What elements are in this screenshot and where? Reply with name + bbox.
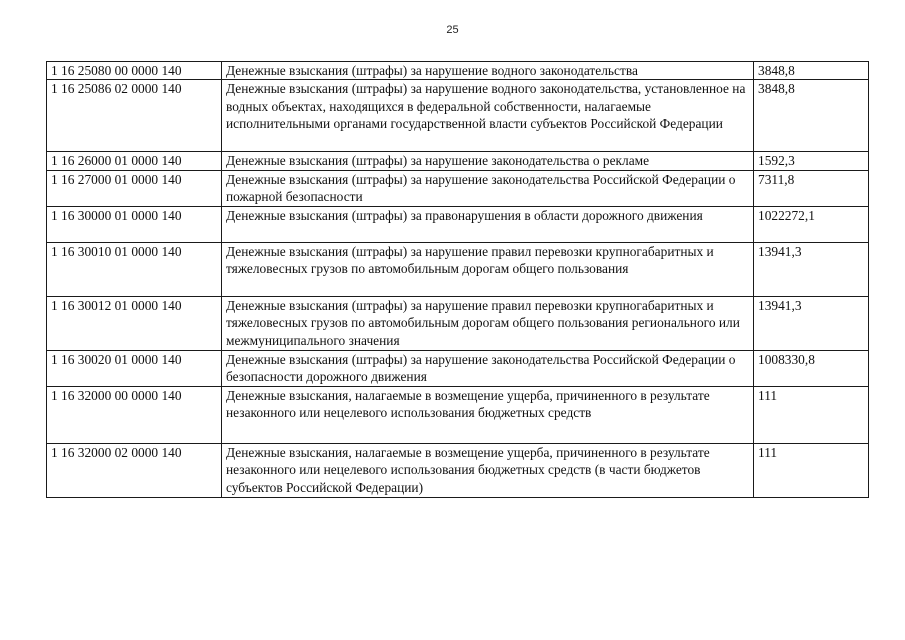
revenue-name-cell: Денежные взыскания (штрафы) за нарушение водного законодательства [222, 62, 754, 80]
revenue-name-cell: Денежные взыскания, налагаемые в возмещение ущерба, причиненного в результате незаконного или нецелевого использования бюджетных средств (в части бюджетов субъектов Российской Федерации) [222, 443, 754, 497]
budget-code-cell: 1 16 30000 01 0000 140 [47, 206, 222, 242]
amount-cell: 1008330,8 [754, 350, 869, 386]
table-row [47, 152, 869, 170]
amount-cell: 111 [754, 386, 869, 443]
amount-cell: 13941,3 [754, 296, 869, 350]
amount-cell: 111 [754, 443, 869, 497]
budget-code-cell: 1 16 30020 01 0000 140 [47, 350, 222, 386]
revenue-name-cell: Денежные взыскания (штрафы) за нарушение правил перевозки крупногабаритных и тяжеловесных грузов по автомобильным дорогам общего пользования [222, 242, 754, 296]
revenue-name-cell: Денежные взыскания (штрафы) за правонарушения в области дорожного движения [222, 206, 754, 242]
revenue-name-cell: Денежные взыскания, налагаемые в возмещение ущерба, причиненного в результате незаконного или нецелевого использования бюджетных средств [222, 386, 754, 443]
amount-cell: 7311,8 [754, 170, 869, 206]
revenue-name-cell: Денежные взыскания (штрафы) за нарушение водного законодательства, установленное на водных объектах, находящихся в федеральной собственности, налагаемые исполнительными органами государственной власти субъектов Российской Федерации [222, 80, 754, 152]
revenue-name-cell: Денежные взыскания (штрафы) за нарушение законодательства Российской Федерации о безопасности дорожного движения [222, 350, 754, 386]
revenue-table [46, 61, 869, 498]
table-row [47, 170, 869, 206]
table-row [47, 80, 869, 152]
budget-code-cell: 1 16 25086 02 0000 140 [47, 80, 222, 152]
table-row [47, 296, 869, 350]
table-row [47, 443, 869, 497]
budget-code-cell: 1 16 30012 01 0000 140 [47, 296, 222, 350]
amount-cell: 1592,3 [754, 152, 869, 170]
amount-cell: 3848,8 [754, 62, 869, 80]
table-row [47, 206, 869, 242]
budget-code-cell: 1 16 27000 01 0000 140 [47, 170, 222, 206]
revenue-table-body [47, 62, 869, 498]
table-row [47, 386, 869, 443]
amount-cell: 1022272,1 [754, 206, 869, 242]
table-row [47, 62, 869, 80]
budget-code-cell: 1 16 30010 01 0000 140 [47, 242, 222, 296]
page-number: 25 [446, 24, 459, 36]
budget-code-cell: 1 16 26000 01 0000 140 [47, 152, 222, 170]
amount-cell: 13941,3 [754, 242, 869, 296]
budget-code-cell: 1 16 32000 00 0000 140 [47, 386, 222, 443]
budget-code-cell: 1 16 32000 02 0000 140 [47, 443, 222, 497]
amount-cell: 3848,8 [754, 80, 869, 152]
revenue-name-cell: Денежные взыскания (штрафы) за нарушение законодательства о рекламе [222, 152, 754, 170]
revenue-name-cell: Денежные взыскания (штрафы) за нарушение законодательства Российской Федерации о пожарной безопасности [222, 170, 754, 206]
revenue-name-cell: Денежные взыскания (штрафы) за нарушение правил перевозки крупногабаритных и тяжеловесных грузов по автомобильным дорогам общего пользования регионального или межмуниципального значения [222, 296, 754, 350]
budget-code-cell: 1 16 25080 00 0000 140 [47, 62, 222, 80]
table-row [47, 350, 869, 386]
table-row [47, 242, 869, 296]
